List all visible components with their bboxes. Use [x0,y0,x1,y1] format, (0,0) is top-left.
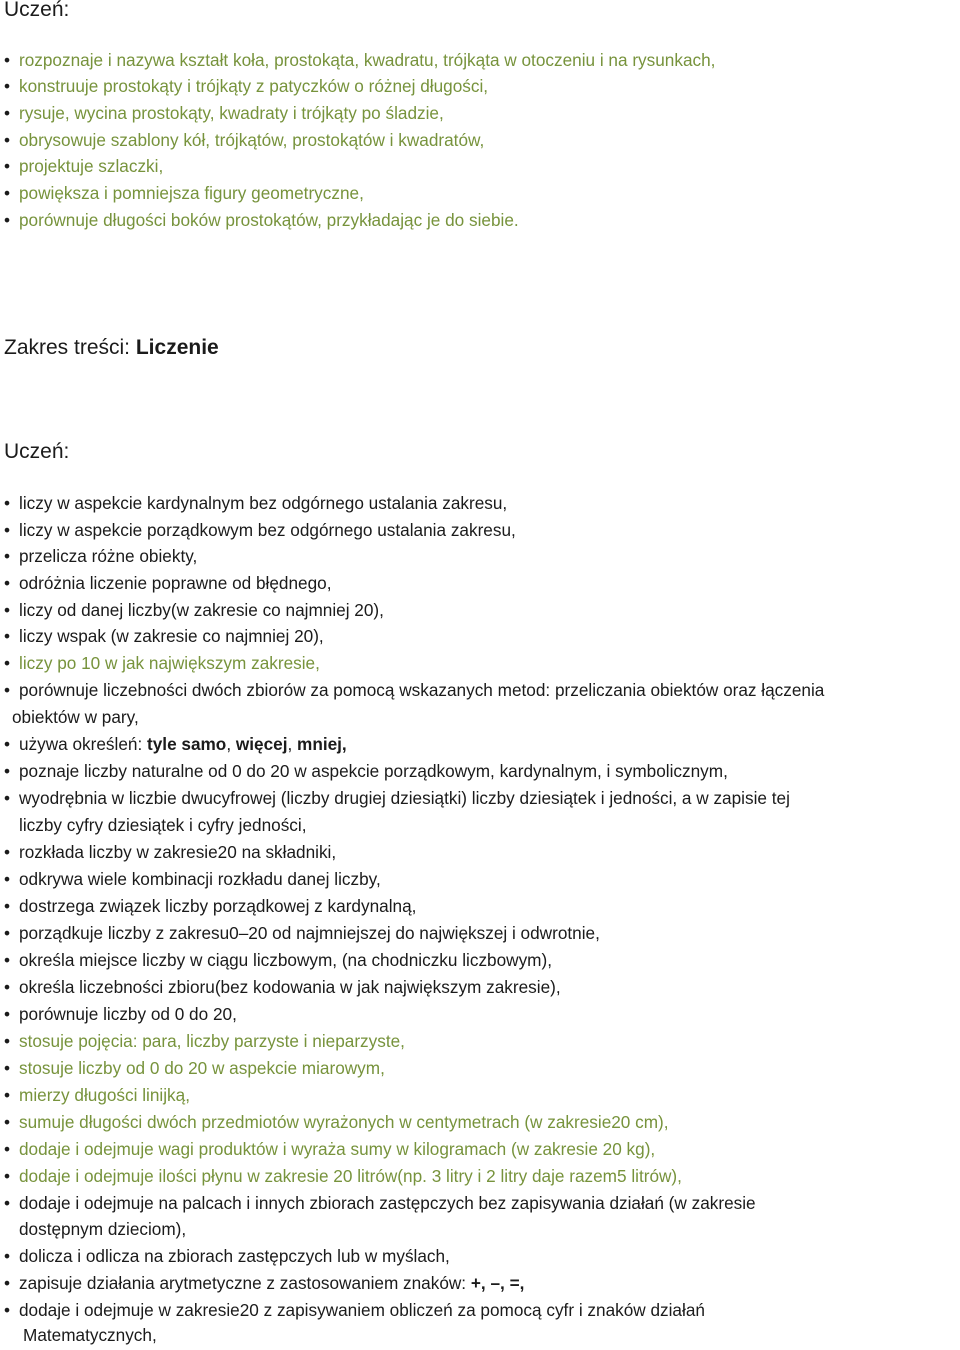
bullet: • [4,156,11,176]
list-item: • przelicza różne obiekty, [4,543,197,569]
bullet: • [4,1085,11,1105]
bullet: • [4,600,11,620]
list-item: • projektuje szlaczki, [4,153,163,179]
bullet: • [4,50,11,70]
list-item: • porównuje długości boków prostokątów, przykładając je do siebie. [4,207,519,233]
list-item: • zapisuje działania arytmetyczne z zastosowaniem znaków: +, –, =, [4,1270,524,1296]
bullet: • [4,493,11,513]
bullet: • [4,788,11,808]
list-item: • porównuje liczebności dwóch zbiorów za pomocą wskazanych metod: przeliczania obiektów oraz łączenia [4,677,824,703]
bullet: • [4,977,11,997]
list-item: • liczy w aspekcie porządkowym bez odgórnego ustalania zakresu, [4,517,516,543]
list-item: • rozpoznaje i nazywa kształt koła, prostokąta, kwadratu, trójkąta w otoczeniu i na rysunkach, [4,47,715,73]
bullet: • [4,653,11,673]
bullet: • [4,869,11,889]
list-item: • używa określeń: tyle samo, więcej, mniej, [4,731,347,757]
list-item: • dodaje i odejmuje ilości płynu w zakresie 20 litrów(np. 3 litry i 2 litry daje razem5 litrów), [4,1163,682,1189]
list-item: • dodaje i odejmuje wagi produktów i wyraża sumy w kilogramach (w zakresie 20 kg), [4,1136,655,1162]
bullet: • [4,210,11,230]
bullet: • [4,520,11,540]
bullet: • [4,1193,11,1213]
bullet: • [4,923,11,943]
list-item: • obrysowuje szablony kół, trójkątów, prostokątów i kwadratów, [4,127,484,153]
list-item-continuation: liczby cyfry dziesiątek i cyfry jedności, [19,815,307,835]
bullet: • [4,546,11,566]
list-item: • konstruuje prostokąty i trójkąty z patyczków o różnej długości, [4,73,488,99]
bullet: • [4,734,11,754]
list-item: • odkrywa wiele kombinacji rozkładu danej liczby, [4,866,381,892]
bullet: • [4,1004,11,1024]
list-item: • liczy od danej liczby(w zakresie co najmniej 20), [4,597,384,623]
list-item: • porównuje liczby od 0 do 20, [4,1001,237,1027]
bullet: • [4,1300,11,1320]
bullet: • [4,76,11,96]
list-item: • liczy wspak (w zakresie co najmniej 20), [4,623,324,649]
list-item: • dolicza i odlicza na zbiorach zastępczych lub w myślach, [4,1243,450,1269]
list-item: • mierzy długości linijką, [4,1082,190,1108]
list-item: • porządkuje liczby z zakresu0–20 od najmniejszej do największej i odwrotnie, [4,920,600,946]
list-item: • dostrzega związek liczby porządkowej z kardynalną, [4,893,416,919]
list-item: • dodaje i odejmuje w zakresie20 z zapisywaniem obliczeń za pomocą cyfr i znaków działań [4,1297,705,1323]
bullet: • [4,130,11,150]
list-item: • wyodrębnia w liczbie dwucyfrowej (liczby drugiej dziesiątki) liczby dziesiątek i jedności, a w zapisie tej [4,785,790,811]
list-item: • stosuje liczby od 0 do 20 w aspekcie miarowym, [4,1055,385,1081]
list-item: • stosuje pojęcia: para, liczby parzyste i nieparzyste, [4,1028,405,1054]
bullet: • [4,1273,11,1293]
list-item: • poznaje liczby naturalne od 0 do 20 w aspekcie porządkowym, kardynalnym, i symbolicznym, [4,758,728,784]
bullet: • [4,573,11,593]
bullet: • [4,896,11,916]
list-item-continuation: dostępnym dzieciom), [19,1219,187,1239]
bullet: • [4,1031,11,1051]
bullet: • [4,950,11,970]
list-item: • liczy po 10 w jak największym zakresie, [4,650,320,676]
list-item: • powiększa i pomniejsza figury geometryczne, [4,180,364,206]
list-item-continuation: Matematycznych, [23,1325,157,1345]
bullet: • [4,626,11,646]
bullet: • [4,1112,11,1132]
list-item: • określa miejsce liczby w ciągu liczbowym, (na chodniczku liczbowym), [4,947,552,973]
bullet: • [4,1246,11,1266]
list-item: • sumuje długości dwóch przedmiotów wyrażonych w centymetrach (w zakresie20 cm), [4,1109,669,1135]
bullet: • [4,680,11,700]
bullet: • [4,1166,11,1186]
list-item: • liczy w aspekcie kardynalnym bez odgórnego ustalania zakresu, [4,490,507,516]
bullet: • [4,103,11,123]
list-item: • rysuje, wycina prostokąty, kwadraty i trójkąty po śladzie, [4,100,444,126]
list-item: • określa liczebności zbioru(bez kodowania w jak największym zakresie), [4,974,561,1000]
bullet: • [4,183,11,203]
bullet: • [4,1139,11,1159]
section-title: Zakres treści: Liczenie [4,336,219,359]
uczen-heading-1: Uczeń: [4,0,70,21]
bullet: • [4,761,11,781]
list-item-continuation: obiektów w pary, [12,707,139,727]
list-item: • odróżnia liczenie poprawne od błędnego, [4,570,331,596]
uczen-heading-2: Uczeń: [4,440,70,463]
list-item: • dodaje i odejmuje na palcach i innych zbiorach zastępczych bez zapisywania działań (w zakresie [4,1190,756,1216]
bullet: • [4,1058,11,1078]
list-item: • rozkłada liczby w zakresie20 na składniki, [4,839,336,865]
bullet: • [4,842,11,862]
